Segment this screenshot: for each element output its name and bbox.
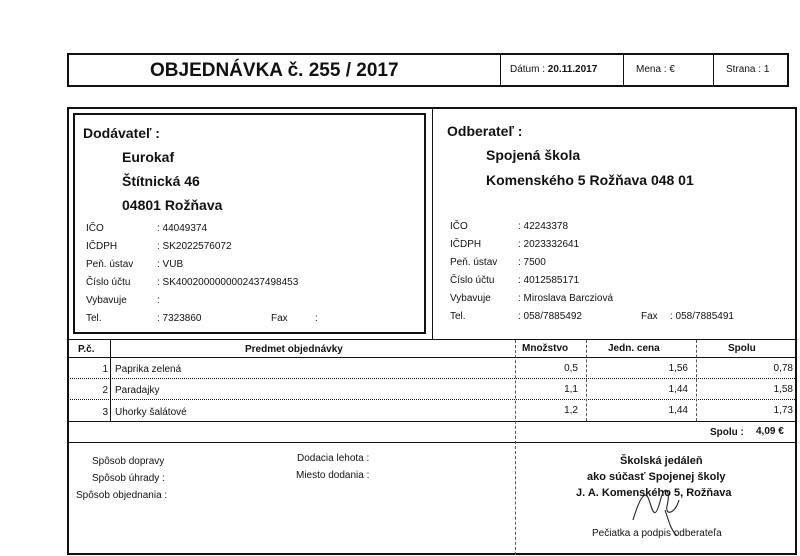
supplier-bank-label: Peň. ústav xyxy=(86,259,134,270)
supplier-icdph-value: : SK2022576072 xyxy=(157,241,232,252)
currency-value: € xyxy=(669,64,675,75)
customer-handler-value: : Miroslava Barcziová xyxy=(518,293,614,304)
th-price: Jedn. cena xyxy=(608,343,660,354)
header-divider-2 xyxy=(623,54,624,86)
payment-label: Spôsob úhrady : xyxy=(92,473,165,484)
supplier-account-label: Číslo účtu xyxy=(86,277,131,288)
sum-label: Spolu : xyxy=(710,427,744,438)
row-total: 1,58 xyxy=(773,384,793,395)
th-qty: Množstvo xyxy=(522,343,569,354)
supplier-handler-value: : xyxy=(157,295,160,306)
customer-tel-value: : 058/7885492 xyxy=(518,311,582,322)
supplier-icdph-label: IČDPH xyxy=(86,241,118,252)
supplier-city: 04801 Rožňava xyxy=(122,197,223,213)
transport-label: Spôsob dopravy xyxy=(92,456,165,467)
th-total: Spolu xyxy=(728,343,756,354)
page-label: Strana : xyxy=(726,64,762,75)
row-item: Paradajky xyxy=(115,385,160,396)
row-qty: 1,2 xyxy=(564,405,578,416)
customer-tel-label: Tel. xyxy=(450,311,466,322)
date-label: Dátum : xyxy=(510,64,546,75)
th-item: Predmet objednávky xyxy=(245,344,343,355)
row-no: 3 xyxy=(102,407,108,418)
party-divider xyxy=(432,108,433,339)
supplier-bank-value: : VUB xyxy=(157,259,184,270)
header-divider-3 xyxy=(713,54,714,86)
currency-label: Mena : xyxy=(636,64,667,75)
order-method-label: Spôsob objednania : xyxy=(76,490,168,501)
row-price: 1,56 xyxy=(668,363,688,374)
sum-value: 4,09 € xyxy=(756,426,784,437)
customer-icdph-label: IČDPH xyxy=(450,239,482,250)
supplier-heading: Dodávateľ : xyxy=(83,125,160,141)
document-title: OBJEDNÁVKA č. 255 / 2017 xyxy=(150,60,399,81)
customer-name: Spojená škola xyxy=(486,147,581,163)
delivery-term-label: Dodacia lehota : xyxy=(297,453,370,464)
customer-ico-value: : 42243378 xyxy=(518,221,569,232)
supplier-street: Štítnická 46 xyxy=(122,173,200,189)
customer-icdph-value: : 2023332641 xyxy=(518,239,580,250)
row-no: 2 xyxy=(102,385,108,396)
row-qty: 0,5 xyxy=(564,363,578,374)
customer-address: Komenského 5 Rožňava 048 01 xyxy=(486,172,694,188)
stamp-line1: Školská jedáleň xyxy=(620,455,703,467)
row-price: 1,44 xyxy=(668,384,688,395)
supplier-tel-label: Tel. xyxy=(86,313,102,324)
customer-bank-value: : 7500 xyxy=(518,257,546,268)
row-qty: 1,1 xyxy=(564,384,578,395)
supplier-name: Eurokaf xyxy=(122,149,175,165)
stamp-line3: J. A. Komenského 5, Rožňava xyxy=(576,487,732,499)
table-top-line xyxy=(68,339,797,340)
row-total: 1,73 xyxy=(773,405,793,416)
row-item: Paprika zelená xyxy=(115,364,182,375)
date-value: 20.11.2017 xyxy=(547,64,598,75)
customer-heading: Odberateľ : xyxy=(447,123,523,139)
customer-fax-label: Fax xyxy=(641,311,658,322)
supplier-ico-value: : 44049374 xyxy=(157,223,208,234)
customer-account-label: Číslo účtu xyxy=(450,275,495,286)
page-value: 1 xyxy=(763,64,770,75)
supplier-ico-label: IČO xyxy=(86,223,104,234)
supplier-account-value: : SK4002000000002437498453 xyxy=(157,277,299,288)
supplier-fax-label: Fax xyxy=(271,313,288,324)
customer-bank-label: Peň. ústav xyxy=(450,257,498,268)
table-row3-line xyxy=(68,421,797,422)
table-row xyxy=(68,400,797,421)
customer-handler-label: Vybavuje xyxy=(450,293,491,304)
stamp-caption: Pečiatka a podpis odberateľa xyxy=(592,528,722,539)
header-divider-1 xyxy=(500,54,501,86)
row-item: Uhorky šalátové xyxy=(115,407,187,418)
row-no: 1 xyxy=(102,364,108,375)
page-field xyxy=(726,64,769,75)
delivery-place-label: Miesto dodania : xyxy=(296,470,370,481)
table-row xyxy=(68,379,797,399)
supplier-fax-value: : xyxy=(315,313,318,324)
stamp-line2: ako súčasť Spojenej školy xyxy=(587,471,726,483)
th-no: P.č. xyxy=(78,344,95,355)
supplier-tel-value: : 7323860 xyxy=(157,313,202,324)
row-total: 0,78 xyxy=(773,363,793,374)
customer-account-value: : 4012585171 xyxy=(518,275,580,286)
supplier-handler-label: Vybavuje xyxy=(86,295,127,306)
row-price: 1,44 xyxy=(668,405,688,416)
customer-fax-value: : 058/7885491 xyxy=(670,311,734,322)
customer-ico-label: IČO xyxy=(450,221,468,232)
date-field xyxy=(510,64,597,75)
currency-field xyxy=(636,64,675,75)
table-sum-line xyxy=(68,442,797,443)
table-row xyxy=(68,358,797,378)
